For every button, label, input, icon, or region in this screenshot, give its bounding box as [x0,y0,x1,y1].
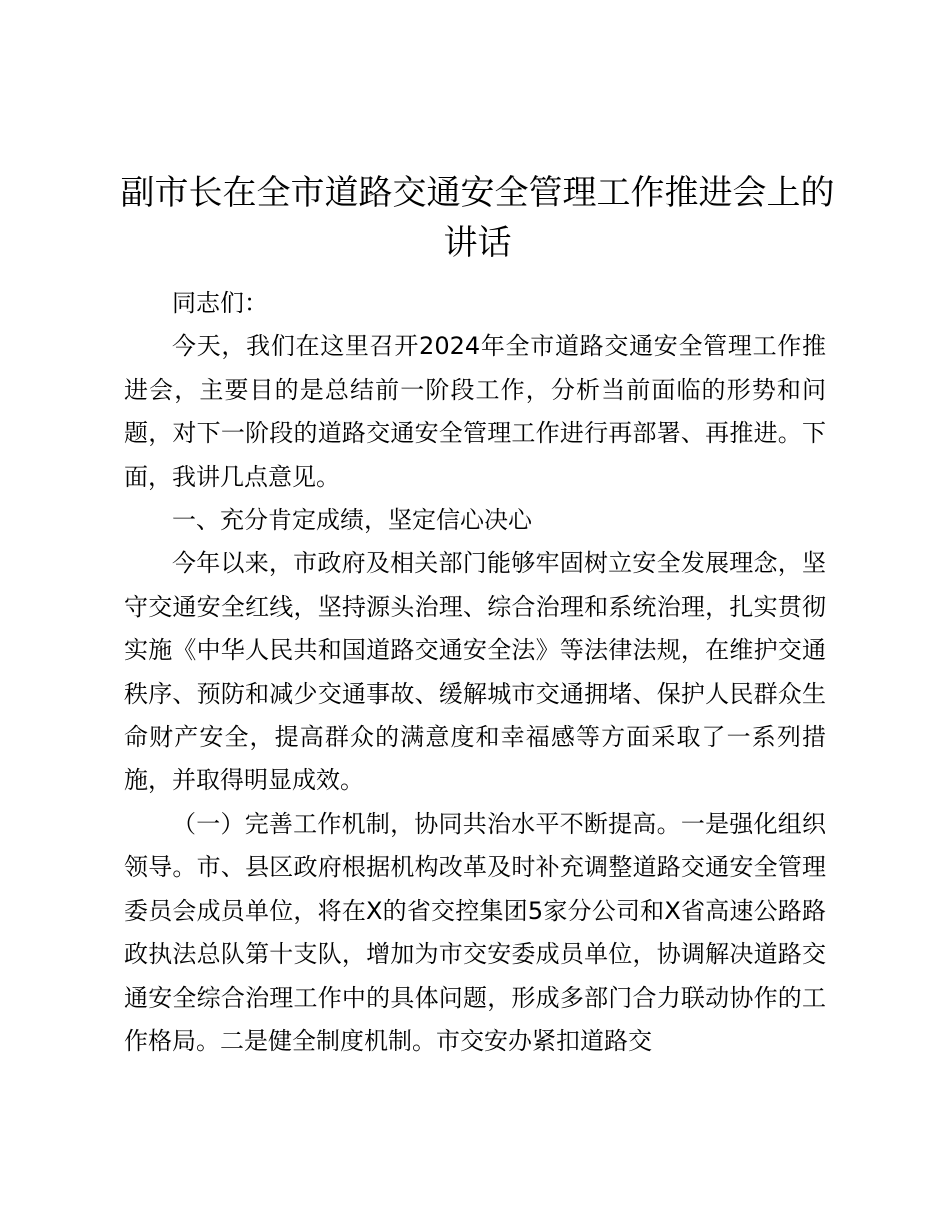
section-heading-1: 一、充分肯定成绩，坚定信心决心 [172,506,532,535]
subsection-1-paragraph: （一）完善工作机制，协同共治水平不断提高。一是强化组织领导。市、县区政府根据机构改革及时补充调整道路交通安全管理委员会成员单位，将在X的省交控集团5家分公司和X省高速公路路政执法总队第十支队，增加为市交安委成员单位，协调解决道路交通安全综合治理工作中的具体问题，形成多部门合力联动协作的工作格局。二是健全制度机制。市交安办紧扣道路交 [124,809,826,1055]
salutation-paragraph: 同志们： [172,289,268,317]
achievements-paragraph: 今年以来，市政府及相关部门能够牢固树立安全发展理念，坚守交通安全红线，坚持源头治理、综合治理和系统治理，扎实贯彻实施《中华人民共和国道路交通安全法》等法律法规，在维护交通秩序、预防和减少交通事故、缓解城市交通拥堵、保护人民群众生命财产安全，提高群众的满意度和幸福感等方面采取了一系列措施，并取得明显成效。 [124,549,826,795]
document-body [124,282,826,1063]
document-title: 副市长在全市道路交通安全管理工作推进会上的讲话 [120,173,835,263]
intro-paragraph: 今天，我们在这里召开2024年全市道路交通安全管理工作推进会，主要目的是总结前一阶段工作，分析当前面临的形势和问题，对下一阶段的道路交通安全管理工作进行再部署、再推进。下面，我讲几点意见。 [124,332,826,491]
